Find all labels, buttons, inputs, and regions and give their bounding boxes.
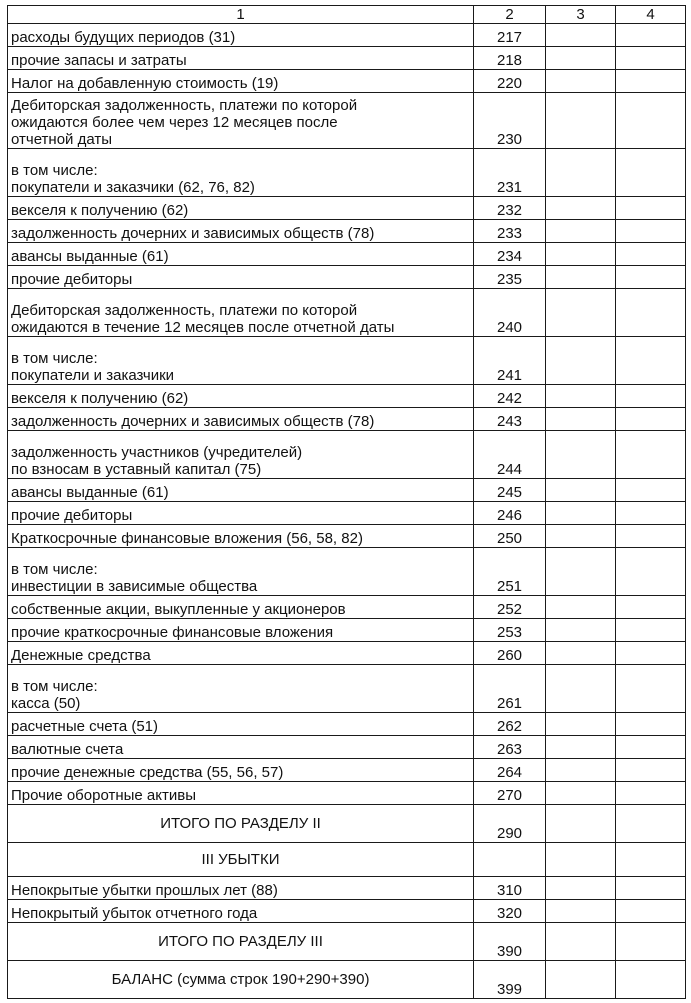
col-4-cell: [616, 385, 686, 408]
row-label-line: прочие краткосрочные финансовые вложения: [11, 624, 334, 641]
col-3-cell: [546, 70, 616, 93]
row-label-line: Налог на добавленную стоимость (19): [11, 75, 279, 92]
col-4-cell: [616, 923, 686, 961]
row-code: 260: [474, 642, 546, 665]
row-code: 263: [474, 736, 546, 759]
table-row: [8, 548, 686, 596]
col-4-cell: [616, 596, 686, 619]
row-label: [8, 900, 474, 923]
row-label-line: отчетной даты: [11, 131, 113, 148]
col-4-cell: [616, 900, 686, 923]
row-code: 262: [474, 713, 546, 736]
table-row: [8, 385, 686, 408]
col-4-cell: [616, 197, 686, 220]
table-row: [8, 900, 686, 923]
table-row: [8, 70, 686, 93]
col-3-cell: [546, 923, 616, 961]
col-4-cell: [616, 93, 686, 149]
table-row: [8, 619, 686, 642]
row-label: [8, 548, 474, 596]
col-4-cell: [616, 149, 686, 197]
col-4-cell: [616, 243, 686, 266]
col-4-cell: [616, 642, 686, 665]
row-label-line: инвестиции в зависимые общества: [11, 578, 258, 595]
row-label: [8, 385, 474, 408]
row-label: [8, 642, 474, 665]
row-label-line: прочие денежные средства (55, 56, 57): [11, 764, 284, 781]
row-label: [8, 149, 474, 197]
col-4-cell: [616, 525, 686, 548]
row-label-line: Непокрытые убытки прошлых лет (88): [11, 882, 278, 899]
table-row: [8, 502, 686, 525]
col-3-cell: [546, 197, 616, 220]
row-code: 253: [474, 619, 546, 642]
table-row: [8, 596, 686, 619]
row-code: 234: [474, 243, 546, 266]
row-label-line: по взносам в уставный капитал (75): [11, 461, 262, 478]
row-label-line: авансы выданные (61): [11, 484, 169, 501]
col-4-cell: [616, 736, 686, 759]
table-row: [8, 24, 686, 47]
row-code: 243: [474, 408, 546, 431]
row-label: [8, 759, 474, 782]
table-row: [8, 843, 686, 877]
row-label-line: векселя к получению (62): [11, 390, 189, 407]
col-3-cell: [546, 900, 616, 923]
row-label: [8, 431, 474, 479]
table-row: [8, 408, 686, 431]
row-code: 231: [474, 149, 546, 197]
row-label: [8, 843, 474, 877]
table-row: [8, 525, 686, 548]
col-3-cell: [546, 877, 616, 900]
row-label: [8, 337, 474, 385]
row-label-line: векселя к получению (62): [11, 202, 189, 219]
col-3-cell: [546, 843, 616, 877]
col-3-cell: [546, 47, 616, 70]
col-3-cell: [546, 548, 616, 596]
table-row: [8, 736, 686, 759]
table-row: [8, 197, 686, 220]
row-label: [8, 479, 474, 502]
col-3-cell: [546, 736, 616, 759]
row-label-line: ожидаются в течение 12 месяцев после отчетной даты: [11, 319, 395, 336]
row-label-line: Прочие оборотные активы: [11, 787, 196, 804]
col-4-cell: [616, 479, 686, 502]
col-4-cell: [616, 408, 686, 431]
table-row: [8, 665, 686, 713]
row-label: [8, 805, 474, 843]
col-3-cell: [546, 24, 616, 47]
col-3-cell: [546, 220, 616, 243]
row-code: 217: [474, 24, 546, 47]
row-label-line: прочие дебиторы: [11, 271, 133, 288]
row-label-line: прочие запасы и затраты: [11, 52, 187, 69]
row-label: [8, 665, 474, 713]
row-code: 261: [474, 665, 546, 713]
row-code: 320: [474, 900, 546, 923]
col-3-cell: [546, 596, 616, 619]
row-label-line: Денежные средства: [11, 647, 151, 664]
table-row: [8, 642, 686, 665]
row-label-line: в том числе:: [11, 162, 98, 179]
col-4-cell: [616, 877, 686, 900]
row-label-line: покупатели и заказчики: [11, 367, 175, 384]
row-label-line: в том числе:: [11, 561, 98, 578]
row-label-line: в том числе:: [11, 678, 98, 695]
row-label-line: расчетные счета (51): [11, 718, 158, 735]
row-label: [8, 525, 474, 548]
col-3-cell: [546, 337, 616, 385]
row-label-line: задолженность дочерних и зависимых обществ (78): [11, 413, 375, 430]
row-label-line: валютные счета: [11, 741, 124, 758]
row-label-line: ИТОГО ПО РАЗДЕЛУ III: [158, 933, 323, 950]
table-row: [8, 961, 686, 999]
row-label: [8, 243, 474, 266]
table-row: [8, 149, 686, 197]
table-row: [8, 782, 686, 805]
row-label-line: в том числе:: [11, 350, 98, 367]
row-code: 233: [474, 220, 546, 243]
row-code: 390: [474, 923, 546, 961]
col-3-cell: [546, 805, 616, 843]
table-row: [8, 289, 686, 337]
row-label: [8, 736, 474, 759]
col-4-cell: [616, 47, 686, 70]
col-3-cell: [546, 502, 616, 525]
col-4-cell: [616, 266, 686, 289]
row-code: 235: [474, 266, 546, 289]
row-code: 242: [474, 385, 546, 408]
row-label-line: собственные акции, выкупленные у акционеров: [11, 601, 346, 618]
header-col-3: 3: [546, 6, 616, 24]
col-3-cell: [546, 149, 616, 197]
col-4-cell: [616, 289, 686, 337]
col-4-cell: [616, 782, 686, 805]
table-row: [8, 337, 686, 385]
row-code: 241: [474, 337, 546, 385]
row-label: [8, 923, 474, 961]
col-4-cell: [616, 337, 686, 385]
table-row: [8, 47, 686, 70]
table-row: [8, 243, 686, 266]
col-4-cell: [616, 502, 686, 525]
row-label: [8, 619, 474, 642]
row-code: 240: [474, 289, 546, 337]
row-label-line: Дебиторская задолженность, платежи по которой: [11, 302, 358, 319]
col-4-cell: [616, 961, 686, 999]
row-label-line: III УБЫТКИ: [201, 851, 280, 868]
table-row: [8, 220, 686, 243]
balance-table: [7, 5, 686, 999]
row-code: 399: [474, 961, 546, 999]
row-label: [8, 220, 474, 243]
row-code: 310: [474, 877, 546, 900]
col-4-cell: [616, 619, 686, 642]
row-label-line: Непокрытый убыток отчетного года: [11, 905, 258, 922]
row-label: [8, 266, 474, 289]
row-code: 250: [474, 525, 546, 548]
header-col-1: 1: [8, 6, 474, 24]
col-4-cell: [616, 805, 686, 843]
row-label: [8, 782, 474, 805]
row-label: [8, 877, 474, 900]
row-label: [8, 197, 474, 220]
row-code: 220: [474, 70, 546, 93]
row-label: [8, 961, 474, 999]
table-row: [8, 93, 686, 149]
row-code: 232: [474, 197, 546, 220]
col-4-cell: [616, 843, 686, 877]
row-label-line: ИТОГО ПО РАЗДЕЛУ II: [160, 815, 321, 832]
row-code: 246: [474, 502, 546, 525]
table-row: [8, 805, 686, 843]
row-label: [8, 289, 474, 337]
row-label-line: Краткосрочные финансовые вложения (56, 58, 82): [11, 530, 363, 547]
col-3-cell: [546, 642, 616, 665]
col-3-cell: [546, 759, 616, 782]
row-label: [8, 93, 474, 149]
col-4-cell: [616, 759, 686, 782]
row-code: 252: [474, 596, 546, 619]
row-code: 264: [474, 759, 546, 782]
col-3-cell: [546, 431, 616, 479]
col-3-cell: [546, 961, 616, 999]
col-3-cell: [546, 93, 616, 149]
row-code: 251: [474, 548, 546, 596]
row-label-line: задолженность участников (учредителей): [11, 444, 303, 461]
table-row: [8, 479, 686, 502]
col-3-cell: [546, 289, 616, 337]
row-label: [8, 70, 474, 93]
row-label: [8, 596, 474, 619]
row-label-line: задолженность дочерних и зависимых обществ (78): [11, 225, 375, 242]
row-code: 290: [474, 805, 546, 843]
row-label: [8, 713, 474, 736]
table-body: [8, 24, 686, 999]
row-label-line: прочие дебиторы: [11, 507, 133, 524]
col-4-cell: [616, 713, 686, 736]
row-code: 244: [474, 431, 546, 479]
table-row: [8, 713, 686, 736]
row-label-line: БАЛАНС (сумма строк 190+290+390): [111, 971, 370, 988]
row-label: [8, 47, 474, 70]
header-row: [8, 6, 686, 24]
row-label: [8, 408, 474, 431]
col-3-cell: [546, 479, 616, 502]
col-3-cell: [546, 619, 616, 642]
table-row: [8, 431, 686, 479]
row-code: 218: [474, 47, 546, 70]
row-code: 270: [474, 782, 546, 805]
table-row: [8, 923, 686, 961]
header-col-2: 2: [474, 6, 546, 24]
row-label-line: расходы будущих периодов (31): [11, 29, 236, 46]
col-3-cell: [546, 243, 616, 266]
table-row: [8, 759, 686, 782]
col-4-cell: [616, 24, 686, 47]
row-label-line: ожидаются более чем через 12 месяцев после: [11, 114, 338, 131]
row-code: [474, 843, 546, 877]
row-label-line: касса (50): [11, 695, 81, 712]
table-row: [8, 877, 686, 900]
col-4-cell: [616, 665, 686, 713]
col-4-cell: [616, 70, 686, 93]
col-4-cell: [616, 431, 686, 479]
table-row: [8, 266, 686, 289]
row-label: [8, 24, 474, 47]
row-code: 245: [474, 479, 546, 502]
col-4-cell: [616, 548, 686, 596]
col-3-cell: [546, 408, 616, 431]
col-3-cell: [546, 782, 616, 805]
col-4-cell: [616, 220, 686, 243]
header-col-4: 4: [616, 6, 686, 24]
col-3-cell: [546, 525, 616, 548]
col-3-cell: [546, 385, 616, 408]
col-3-cell: [546, 665, 616, 713]
row-code: 230: [474, 93, 546, 149]
col-3-cell: [546, 713, 616, 736]
row-label-line: авансы выданные (61): [11, 248, 169, 265]
row-label-line: покупатели и заказчики (62, 76, 82): [11, 179, 255, 196]
row-label-line: Дебиторская задолженность, платежи по которой: [11, 97, 358, 114]
row-label: [8, 502, 474, 525]
col-3-cell: [546, 266, 616, 289]
